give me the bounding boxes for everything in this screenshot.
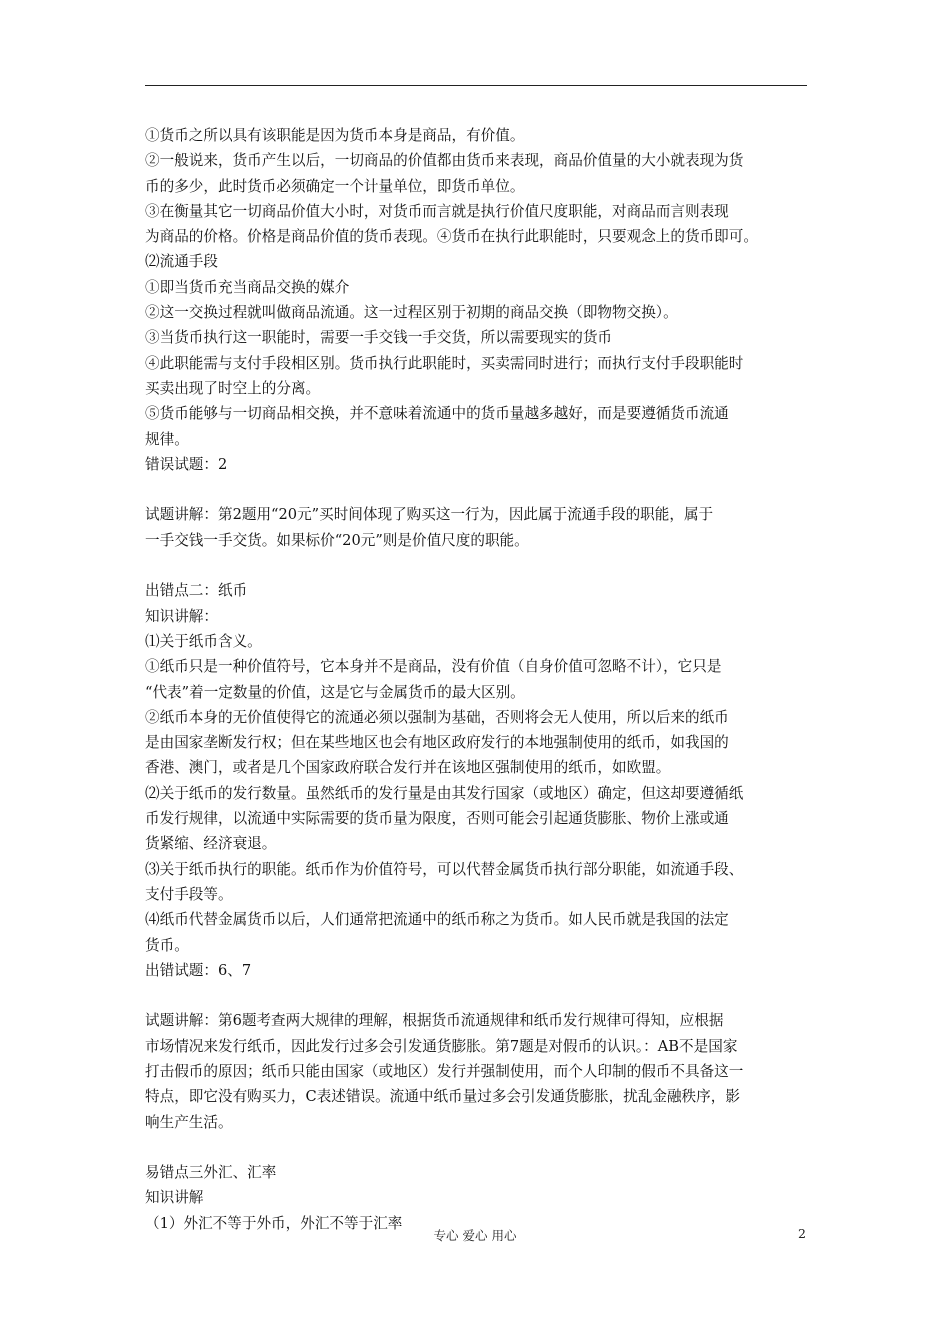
text-line: 买卖出现了时空上的分离。 [145, 379, 321, 397]
text-line: 香港、澳门，或者是几个国家政府联合发行并在该地区强制使用的纸币，如欧盟。 [145, 759, 671, 777]
document-body [145, 123, 815, 1236]
text-line: ①即当货币充当商品交换的媒介 [145, 278, 350, 296]
blank-line [145, 1135, 815, 1160]
text-line: ②这一交换过程就叫做商品流通。这一过程区别于初期的商品交换（即物物交换）。 [145, 304, 678, 322]
text-line: 支付手段等。 [145, 885, 233, 903]
text-line: ②一般说来，货币产生以后，一切商品的价值都由货币来表现，商品价值量的大小就表现为货 [145, 152, 744, 170]
blank-line [145, 983, 815, 1008]
text-line: ⑵关于纸币的发行数量。虽然纸币的发行量是由其发行国家（或地区）确定，但这却要遵循纸 [145, 784, 744, 802]
text-line: 试题讲解：第2题用“20元”买时间体现了购买这一行为，因此属于流通手段的职能，属于 [145, 506, 714, 524]
text-line: ⑶关于纸币执行的职能。纸币作为价值符号，可以代替金属货币执行部分职能，如流通手段、 [145, 860, 744, 878]
text-line: 为商品的价格。价格是商品价值的货币表现。④货币在执行此职能时，只要观念上的货币即可。 [145, 228, 758, 246]
text-line: 出错点二：纸币 [145, 582, 248, 600]
blank-line [145, 553, 815, 578]
text-line: 特点，即它没有购买力，C表述错误。流通中纸币量过多会引发通货膨胀，扰乱金融秩序，影 [145, 1088, 740, 1106]
text-line: ①纸币只是一种价值符号，它本身并不是商品，没有价值（自身价值可忽略不计），它只是 [145, 658, 722, 676]
text-line: 一手交钱一手交货。如果标价“20元”则是价值尺度的职能。 [145, 531, 529, 549]
text-line: 知识讲解： [145, 607, 218, 625]
text-line: ④此职能需与支付手段相区别。货币执行此职能时，买卖需同时进行；而执行支付手段职能时 [145, 354, 744, 372]
text-line: 错误试题：2 [145, 455, 228, 473]
header-rule [145, 85, 807, 86]
text-line: 打击假币的原因；纸币只能由国家（或地区）发行并强制使用，而个人印制的假币不具备这一 [145, 1062, 744, 1080]
text-line: 试题讲解：第6题考查两大规律的理解，根据货币流通规律和纸币发行规律可得知，应根据 [145, 1012, 724, 1030]
text-line: 货紧缩、经济衰退。 [145, 835, 277, 853]
text-line: 币的多少，此时货币必须确定一个计量单位，即货币单位。 [145, 177, 525, 195]
text-line: ③当货币执行这一职能时，需要一手交钱一手交货，所以需要现实的货币 [145, 329, 613, 347]
page-number: 2 [798, 1226, 806, 1241]
text-line: （1）外汇不等于外币，外汇不等于汇率 [145, 1214, 403, 1232]
text-line: ⑵流通手段 [145, 253, 218, 271]
text-line: 是由国家垄断发行权；但在某些地区也会有地区政府发行的本地强制使用的纸币，如我国的 [145, 734, 729, 752]
text-line: 易错点三外汇、汇率 [145, 1164, 277, 1182]
blank-line [145, 477, 815, 502]
text-line: 出错试题：6、7 [145, 961, 252, 979]
text-line: ⑷纸币代替金属货币以后，人们通常把流通中的纸币称之为货币。如人民币就是我国的法定 [145, 911, 729, 929]
text-line: 响生产生活。 [145, 1113, 233, 1131]
footer-text: 专心 爱心 用心 [433, 1228, 517, 1243]
text-line: ⑴关于纸币含义。 [145, 632, 262, 650]
text-line: ②纸币本身的无价值使得它的流通必须以强制为基础，否则将会无人使用，所以后来的纸币 [145, 708, 729, 726]
text-line: 规律。 [145, 430, 189, 448]
text-line: 市场情况来发行纸币，因此发行过多会引发通货膨胀。第7题是对假币的认识。：AB不是国家 [145, 1037, 738, 1055]
text-line: “代表”着一定数量的价值，这是它与金属货币的最大区别。 [145, 683, 525, 701]
text-line: 货币。 [145, 936, 189, 954]
text-line: ⑤货币能够与一切商品相交换，并不意味着流通中的货币量越多越好，而是要遵循货币流通 [145, 405, 729, 423]
text-line: ③在衡量其它一切商品价值大小时，对货币而言就是执行价值尺度职能，对商品而言则表现 [145, 202, 729, 220]
text-line: 知识讲解 [145, 1189, 204, 1207]
text-line: 币发行规律，以流通中实际需要的货币量为限度，否则可能会引起通货膨胀、物价上涨或通 [145, 810, 729, 828]
text-line: ①货币之所以具有该职能是因为货币本身是商品，有价值。 [145, 127, 525, 144]
